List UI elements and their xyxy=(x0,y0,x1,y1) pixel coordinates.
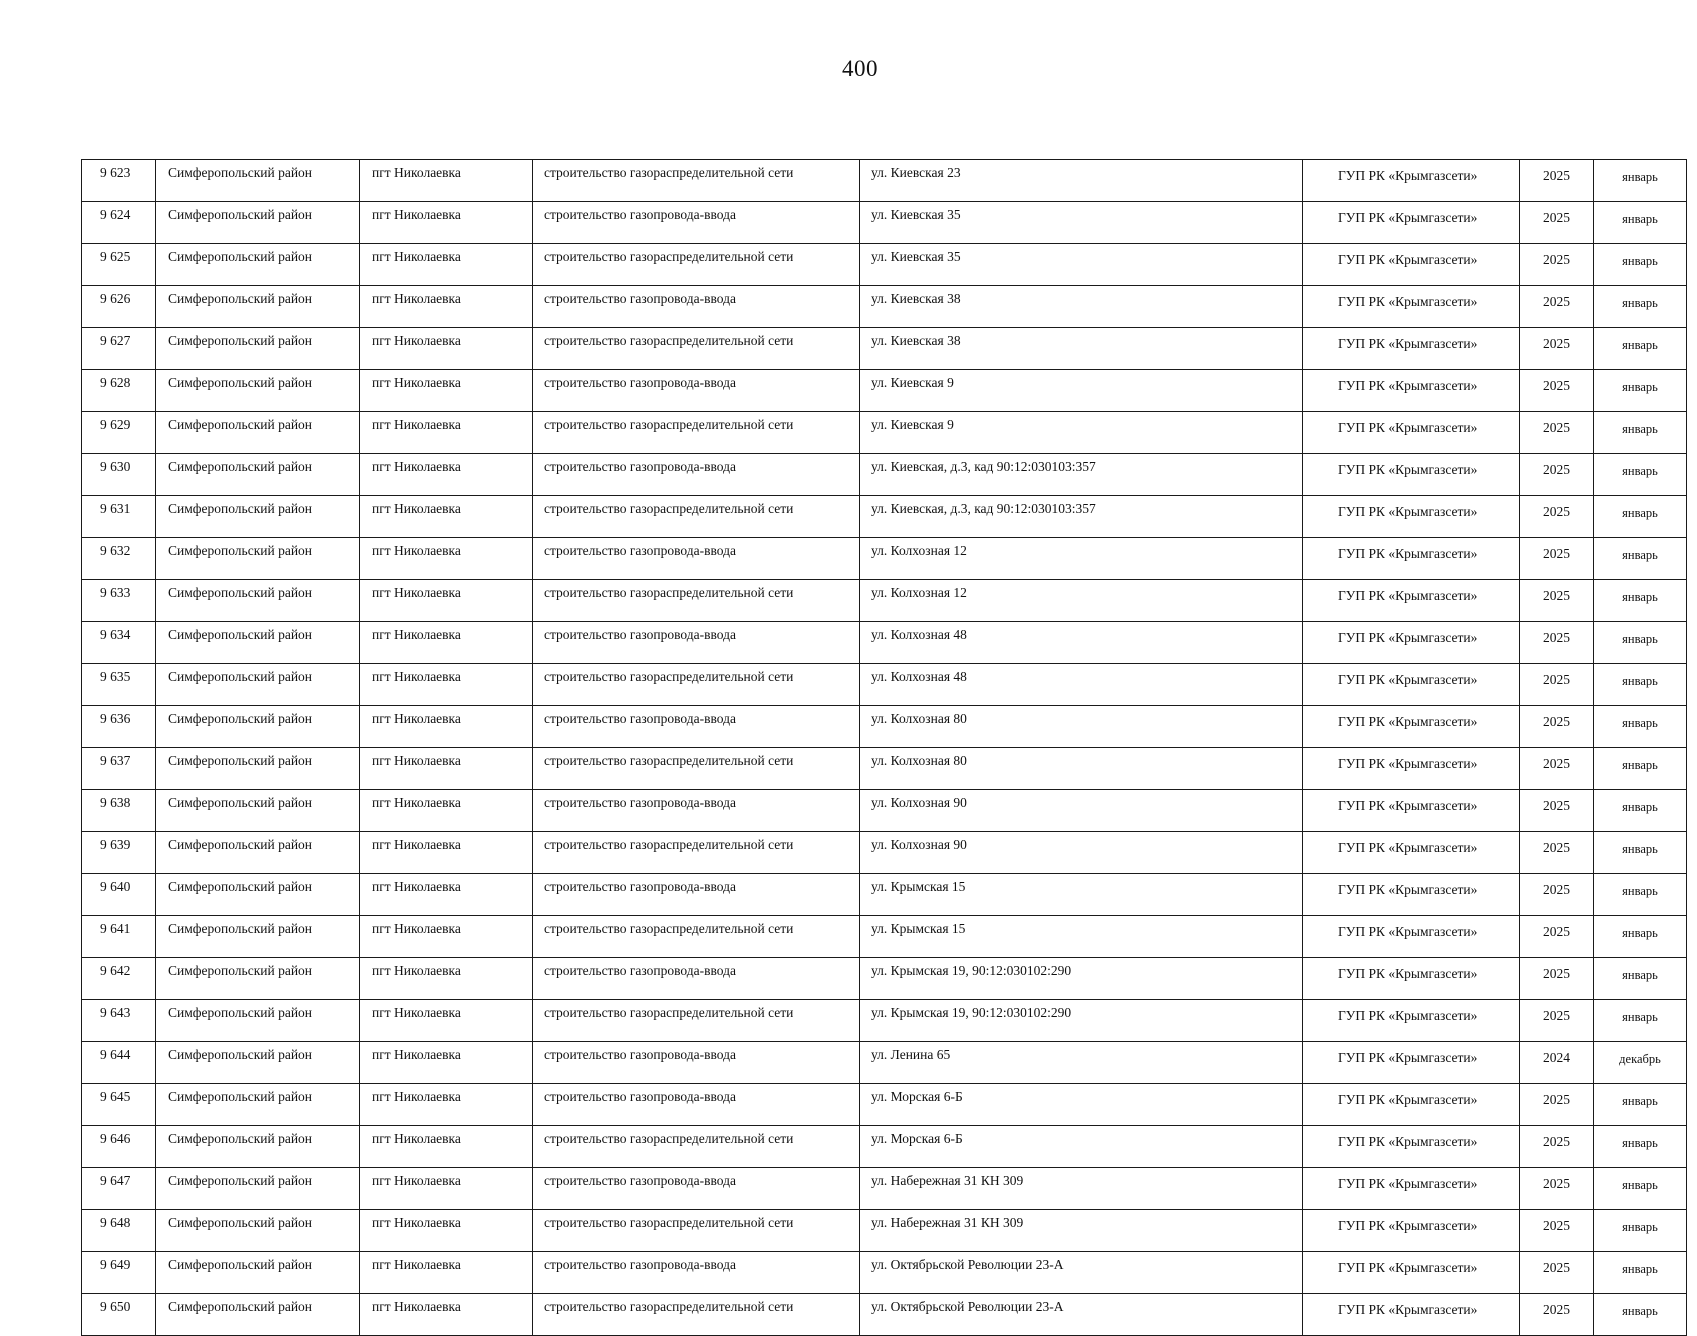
organization-cell: ГУП РК «Крымгазсети» xyxy=(1303,874,1520,916)
address-cell: ул. Киевская 35 xyxy=(860,202,1303,244)
month-cell: январь xyxy=(1594,496,1687,538)
work-type-cell: строительство газопровода-ввода xyxy=(533,622,860,664)
year-cell: 2025 xyxy=(1520,790,1594,832)
month-cell: январь xyxy=(1594,1294,1687,1336)
month-cell: январь xyxy=(1594,580,1687,622)
district-cell: Симферопольский район xyxy=(156,1168,360,1210)
work-type-cell: строительство газопровода-ввода xyxy=(533,286,860,328)
address-cell: ул. Киевская, д.3, кад 90:12:030103:357 xyxy=(860,496,1303,538)
address-cell: ул. Октябрьской Революции 23-А xyxy=(860,1252,1303,1294)
month-cell: январь xyxy=(1594,1210,1687,1252)
month-cell: январь xyxy=(1594,1126,1687,1168)
work-type-cell: строительство газораспределительной сети xyxy=(533,1294,860,1336)
work-type-cell: строительство газораспределительной сети xyxy=(533,1000,860,1042)
table-row xyxy=(82,1084,1687,1126)
year-cell: 2025 xyxy=(1520,1210,1594,1252)
work-type-cell: строительство газопровода-ввода xyxy=(533,202,860,244)
year-cell: 2025 xyxy=(1520,958,1594,1000)
table-row xyxy=(82,832,1687,874)
district-cell: Симферопольский район xyxy=(156,1126,360,1168)
year-cell: 2025 xyxy=(1520,286,1594,328)
locality-cell: пгт Николаевка xyxy=(360,538,533,580)
work-type-cell: строительство газораспределительной сети xyxy=(533,748,860,790)
work-type-cell: строительство газораспределительной сети xyxy=(533,160,860,202)
row-number-cell: 9 650 xyxy=(82,1294,156,1336)
organization-cell: ГУП РК «Крымгазсети» xyxy=(1303,370,1520,412)
organization-cell: ГУП РК «Крымгазсети» xyxy=(1303,664,1520,706)
organization-cell: ГУП РК «Крымгазсети» xyxy=(1303,580,1520,622)
work-type-cell: строительство газопровода-ввода xyxy=(533,454,860,496)
year-cell: 2025 xyxy=(1520,244,1594,286)
work-type-cell: строительство газораспределительной сети xyxy=(533,244,860,286)
address-cell: ул. Набережная 31 КН 309 xyxy=(860,1168,1303,1210)
address-cell: ул. Колхозная 12 xyxy=(860,538,1303,580)
organization-cell: ГУП РК «Крымгазсети» xyxy=(1303,916,1520,958)
locality-cell: пгт Николаевка xyxy=(360,832,533,874)
table-row xyxy=(82,1168,1687,1210)
work-type-cell: строительство газораспределительной сети xyxy=(533,328,860,370)
organization-cell: ГУП РК «Крымгазсети» xyxy=(1303,790,1520,832)
row-number-cell: 9 632 xyxy=(82,538,156,580)
row-number-cell: 9 639 xyxy=(82,832,156,874)
month-cell: январь xyxy=(1594,790,1687,832)
address-cell: ул. Крымская 19, 90:12:030102:290 xyxy=(860,1000,1303,1042)
year-cell: 2025 xyxy=(1520,202,1594,244)
month-cell: январь xyxy=(1594,202,1687,244)
year-cell: 2025 xyxy=(1520,496,1594,538)
row-number-cell: 9 627 xyxy=(82,328,156,370)
month-cell: январь xyxy=(1594,622,1687,664)
row-number-cell: 9 640 xyxy=(82,874,156,916)
organization-cell: ГУП РК «Крымгазсети» xyxy=(1303,202,1520,244)
table-row xyxy=(82,622,1687,664)
address-cell: ул. Колхозная 90 xyxy=(860,790,1303,832)
district-cell: Симферопольский район xyxy=(156,580,360,622)
work-type-cell: строительство газопровода-ввода xyxy=(533,1168,860,1210)
month-cell: январь xyxy=(1594,874,1687,916)
address-cell: ул. Киевская 38 xyxy=(860,286,1303,328)
organization-cell: ГУП РК «Крымгазсети» xyxy=(1303,622,1520,664)
locality-cell: пгт Николаевка xyxy=(360,328,533,370)
table-row xyxy=(82,286,1687,328)
work-type-cell: строительство газопровода-ввода xyxy=(533,1042,860,1084)
work-type-cell: строительство газораспределительной сети xyxy=(533,412,860,454)
locality-cell: пгт Николаевка xyxy=(360,874,533,916)
table-row xyxy=(82,1042,1687,1084)
organization-cell: ГУП РК «Крымгазсети» xyxy=(1303,496,1520,538)
district-cell: Симферопольский район xyxy=(156,412,360,454)
locality-cell: пгт Николаевка xyxy=(360,1126,533,1168)
table-row xyxy=(82,1210,1687,1252)
table-row xyxy=(82,244,1687,286)
organization-cell: ГУП РК «Крымгазсети» xyxy=(1303,1042,1520,1084)
district-cell: Симферопольский район xyxy=(156,160,360,202)
organization-cell: ГУП РК «Крымгазсети» xyxy=(1303,1000,1520,1042)
table-row xyxy=(82,874,1687,916)
locality-cell: пгт Николаевка xyxy=(360,916,533,958)
row-number-cell: 9 633 xyxy=(82,580,156,622)
locality-cell: пгт Николаевка xyxy=(360,202,533,244)
organization-cell: ГУП РК «Крымгазсети» xyxy=(1303,1126,1520,1168)
work-type-cell: строительство газораспределительной сети xyxy=(533,496,860,538)
registry-table-body xyxy=(82,160,1687,1336)
district-cell: Симферопольский район xyxy=(156,664,360,706)
year-cell: 2025 xyxy=(1520,832,1594,874)
year-cell: 2025 xyxy=(1520,748,1594,790)
organization-cell: ГУП РК «Крымгазсети» xyxy=(1303,748,1520,790)
table-row xyxy=(82,1252,1687,1294)
work-type-cell: строительство газопровода-ввода xyxy=(533,1252,860,1294)
month-cell: январь xyxy=(1594,1168,1687,1210)
row-number-cell: 9 646 xyxy=(82,1126,156,1168)
year-cell: 2025 xyxy=(1520,622,1594,664)
row-number-cell: 9 645 xyxy=(82,1084,156,1126)
table-row xyxy=(82,958,1687,1000)
address-cell: ул. Колхозная 90 xyxy=(860,832,1303,874)
address-cell: ул. Колхозная 80 xyxy=(860,706,1303,748)
organization-cell: ГУП РК «Крымгазсети» xyxy=(1303,328,1520,370)
organization-cell: ГУП РК «Крымгазсети» xyxy=(1303,1084,1520,1126)
year-cell: 2025 xyxy=(1520,874,1594,916)
work-type-cell: строительство газопровода-ввода xyxy=(533,706,860,748)
locality-cell: пгт Николаевка xyxy=(360,412,533,454)
row-number-cell: 9 624 xyxy=(82,202,156,244)
year-cell: 2025 xyxy=(1520,538,1594,580)
month-cell: январь xyxy=(1594,1084,1687,1126)
district-cell: Симферопольский район xyxy=(156,1210,360,1252)
month-cell: январь xyxy=(1594,706,1687,748)
month-cell: январь xyxy=(1594,1252,1687,1294)
address-cell: ул. Киевская 38 xyxy=(860,328,1303,370)
row-number-cell: 9 636 xyxy=(82,706,156,748)
month-cell: январь xyxy=(1594,412,1687,454)
month-cell: январь xyxy=(1594,328,1687,370)
district-cell: Симферопольский район xyxy=(156,622,360,664)
month-cell: январь xyxy=(1594,538,1687,580)
work-type-cell: строительство газопровода-ввода xyxy=(533,790,860,832)
district-cell: Симферопольский район xyxy=(156,958,360,1000)
organization-cell: ГУП РК «Крымгазсети» xyxy=(1303,832,1520,874)
row-number-cell: 9 629 xyxy=(82,412,156,454)
address-cell: ул. Ленина 65 xyxy=(860,1042,1303,1084)
row-number-cell: 9 635 xyxy=(82,664,156,706)
table-row xyxy=(82,496,1687,538)
table-row xyxy=(82,370,1687,412)
row-number-cell: 9 628 xyxy=(82,370,156,412)
district-cell: Симферопольский район xyxy=(156,454,360,496)
organization-cell: ГУП РК «Крымгазсети» xyxy=(1303,286,1520,328)
locality-cell: пгт Николаевка xyxy=(360,244,533,286)
row-number-cell: 9 625 xyxy=(82,244,156,286)
address-cell: ул. Колхозная 48 xyxy=(860,622,1303,664)
district-cell: Симферопольский район xyxy=(156,916,360,958)
district-cell: Симферопольский район xyxy=(156,874,360,916)
locality-cell: пгт Николаевка xyxy=(360,496,533,538)
year-cell: 2025 xyxy=(1520,664,1594,706)
locality-cell: пгт Николаевка xyxy=(360,286,533,328)
month-cell: декабрь xyxy=(1594,1042,1687,1084)
district-cell: Симферопольский район xyxy=(156,832,360,874)
district-cell: Симферопольский район xyxy=(156,496,360,538)
row-number-cell: 9 643 xyxy=(82,1000,156,1042)
organization-cell: ГУП РК «Крымгазсети» xyxy=(1303,1168,1520,1210)
work-type-cell: строительство газораспределительной сети xyxy=(533,1210,860,1252)
district-cell: Симферопольский район xyxy=(156,370,360,412)
organization-cell: ГУП РК «Крымгазсети» xyxy=(1303,958,1520,1000)
district-cell: Симферопольский район xyxy=(156,1084,360,1126)
table-row xyxy=(82,538,1687,580)
locality-cell: пгт Николаевка xyxy=(360,454,533,496)
row-number-cell: 9 630 xyxy=(82,454,156,496)
year-cell: 2025 xyxy=(1520,1294,1594,1336)
month-cell: январь xyxy=(1594,664,1687,706)
organization-cell: ГУП РК «Крымгазсети» xyxy=(1303,706,1520,748)
locality-cell: пгт Николаевка xyxy=(360,958,533,1000)
district-cell: Симферопольский район xyxy=(156,706,360,748)
year-cell: 2025 xyxy=(1520,412,1594,454)
year-cell: 2025 xyxy=(1520,1168,1594,1210)
district-cell: Симферопольский район xyxy=(156,790,360,832)
locality-cell: пгт Николаевка xyxy=(360,622,533,664)
work-type-cell: строительство газораспределительной сети xyxy=(533,1126,860,1168)
organization-cell: ГУП РК «Крымгазсети» xyxy=(1303,244,1520,286)
row-number-cell: 9 644 xyxy=(82,1042,156,1084)
locality-cell: пгт Николаевка xyxy=(360,1294,533,1336)
month-cell: январь xyxy=(1594,748,1687,790)
address-cell: ул. Киевская 9 xyxy=(860,370,1303,412)
address-cell: ул. Киевская, д.3, кад 90:12:030103:357 xyxy=(860,454,1303,496)
year-cell: 2024 xyxy=(1520,1042,1594,1084)
locality-cell: пгт Николаевка xyxy=(360,706,533,748)
organization-cell: ГУП РК «Крымгазсети» xyxy=(1303,538,1520,580)
table-row xyxy=(82,1000,1687,1042)
address-cell: ул. Киевская 23 xyxy=(860,160,1303,202)
district-cell: Симферопольский район xyxy=(156,538,360,580)
year-cell: 2025 xyxy=(1520,706,1594,748)
year-cell: 2025 xyxy=(1520,328,1594,370)
work-type-cell: строительство газораспределительной сети xyxy=(533,832,860,874)
table-row xyxy=(82,160,1687,202)
locality-cell: пгт Николаевка xyxy=(360,1210,533,1252)
locality-cell: пгт Николаевка xyxy=(360,1168,533,1210)
year-cell: 2025 xyxy=(1520,1000,1594,1042)
row-number-cell: 9 641 xyxy=(82,916,156,958)
work-type-cell: строительство газопровода-ввода xyxy=(533,958,860,1000)
organization-cell: ГУП РК «Крымгазсети» xyxy=(1303,160,1520,202)
district-cell: Симферопольский район xyxy=(156,1294,360,1336)
month-cell: январь xyxy=(1594,454,1687,496)
address-cell: ул. Киевская 35 xyxy=(860,244,1303,286)
district-cell: Симферопольский район xyxy=(156,1252,360,1294)
row-number-cell: 9 626 xyxy=(82,286,156,328)
district-cell: Симферопольский район xyxy=(156,748,360,790)
district-cell: Симферопольский район xyxy=(156,328,360,370)
district-cell: Симферопольский район xyxy=(156,1000,360,1042)
address-cell: ул. Колхозная 80 xyxy=(860,748,1303,790)
table-row xyxy=(82,748,1687,790)
district-cell: Симферопольский район xyxy=(156,202,360,244)
table-row xyxy=(82,664,1687,706)
work-type-cell: строительство газораспределительной сети xyxy=(533,916,860,958)
table-row xyxy=(82,790,1687,832)
address-cell: ул. Киевская 9 xyxy=(860,412,1303,454)
address-cell: ул. Крымская 19, 90:12:030102:290 xyxy=(860,958,1303,1000)
table-row xyxy=(82,580,1687,622)
locality-cell: пгт Николаевка xyxy=(360,1042,533,1084)
year-cell: 2025 xyxy=(1520,580,1594,622)
year-cell: 2025 xyxy=(1520,1252,1594,1294)
month-cell: январь xyxy=(1594,832,1687,874)
table-row xyxy=(82,1126,1687,1168)
locality-cell: пгт Николаевка xyxy=(360,664,533,706)
year-cell: 2025 xyxy=(1520,160,1594,202)
work-type-cell: строительство газопровода-ввода xyxy=(533,1084,860,1126)
row-number-cell: 9 623 xyxy=(82,160,156,202)
year-cell: 2025 xyxy=(1520,1084,1594,1126)
locality-cell: пгт Николаевка xyxy=(360,160,533,202)
month-cell: январь xyxy=(1594,958,1687,1000)
organization-cell: ГУП РК «Крымгазсети» xyxy=(1303,1294,1520,1336)
table-row xyxy=(82,202,1687,244)
row-number-cell: 9 637 xyxy=(82,748,156,790)
address-cell: ул. Колхозная 48 xyxy=(860,664,1303,706)
address-cell: ул. Октябрьской Революции 23-А xyxy=(860,1294,1303,1336)
address-cell: ул. Морская 6-Б xyxy=(860,1084,1303,1126)
registry-table xyxy=(81,159,1687,1336)
organization-cell: ГУП РК «Крымгазсети» xyxy=(1303,454,1520,496)
month-cell: январь xyxy=(1594,916,1687,958)
locality-cell: пгт Николаевка xyxy=(360,790,533,832)
locality-cell: пгт Николаевка xyxy=(360,580,533,622)
month-cell: январь xyxy=(1594,160,1687,202)
work-type-cell: строительство газопровода-ввода xyxy=(533,874,860,916)
locality-cell: пгт Николаевка xyxy=(360,748,533,790)
table-row xyxy=(82,1294,1687,1336)
organization-cell: ГУП РК «Крымгазсети» xyxy=(1303,412,1520,454)
year-cell: 2025 xyxy=(1520,1126,1594,1168)
year-cell: 2025 xyxy=(1520,370,1594,412)
organization-cell: ГУП РК «Крымгазсети» xyxy=(1303,1210,1520,1252)
address-cell: ул. Морская 6-Б xyxy=(860,1126,1303,1168)
address-cell: ул. Колхозная 12 xyxy=(860,580,1303,622)
district-cell: Симферопольский район xyxy=(156,244,360,286)
row-number-cell: 9 647 xyxy=(82,1168,156,1210)
locality-cell: пгт Николаевка xyxy=(360,1000,533,1042)
month-cell: январь xyxy=(1594,370,1687,412)
work-type-cell: строительство газопровода-ввода xyxy=(533,538,860,580)
year-cell: 2025 xyxy=(1520,454,1594,496)
row-number-cell: 9 649 xyxy=(82,1252,156,1294)
locality-cell: пгт Николаевка xyxy=(360,370,533,412)
table-row xyxy=(82,916,1687,958)
page-number: 400 xyxy=(842,56,878,81)
work-type-cell: строительство газораспределительной сети xyxy=(533,664,860,706)
row-number-cell: 9 642 xyxy=(82,958,156,1000)
table-row xyxy=(82,706,1687,748)
month-cell: январь xyxy=(1594,244,1687,286)
row-number-cell: 9 648 xyxy=(82,1210,156,1252)
work-type-cell: строительство газораспределительной сети xyxy=(533,580,860,622)
address-cell: ул. Крымская 15 xyxy=(860,874,1303,916)
year-cell: 2025 xyxy=(1520,916,1594,958)
locality-cell: пгт Николаевка xyxy=(360,1084,533,1126)
month-cell: январь xyxy=(1594,1000,1687,1042)
work-type-cell: строительство газопровода-ввода xyxy=(533,370,860,412)
organization-cell: ГУП РК «Крымгазсети» xyxy=(1303,1252,1520,1294)
address-cell: ул. Набережная 31 КН 309 xyxy=(860,1210,1303,1252)
row-number-cell: 9 631 xyxy=(82,496,156,538)
table-row xyxy=(82,454,1687,496)
district-cell: Симферопольский район xyxy=(156,286,360,328)
locality-cell: пгт Николаевка xyxy=(360,1252,533,1294)
month-cell: январь xyxy=(1594,286,1687,328)
district-cell: Симферопольский район xyxy=(156,1042,360,1084)
row-number-cell: 9 634 xyxy=(82,622,156,664)
row-number-cell: 9 638 xyxy=(82,790,156,832)
table-row xyxy=(82,412,1687,454)
table-row xyxy=(82,328,1687,370)
address-cell: ул. Крымская 15 xyxy=(860,916,1303,958)
